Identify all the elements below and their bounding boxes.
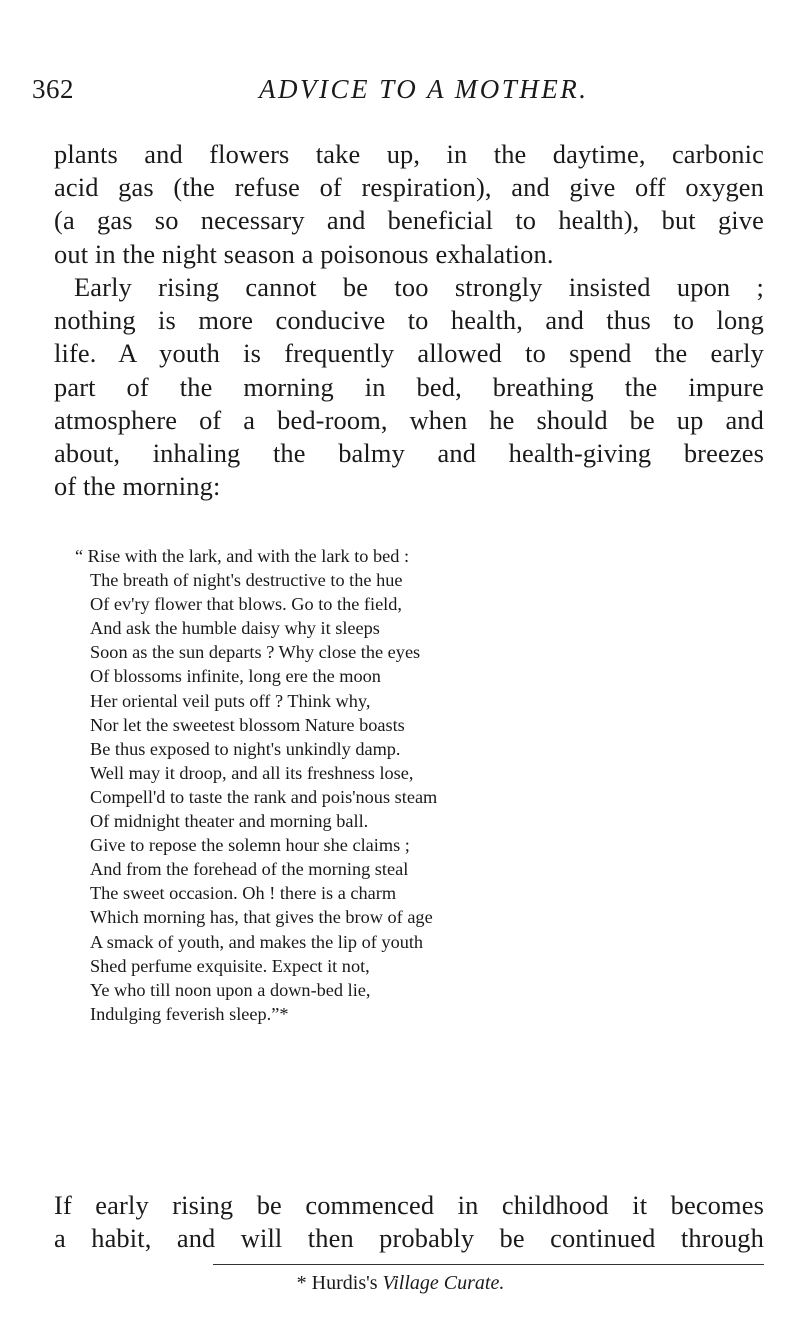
text-line: life. A youth is frequently allowed to spend the early bbox=[54, 338, 764, 369]
text-line: a habit, and will then probably be continued through bbox=[54, 1223, 764, 1254]
text-line: nothing is more conducive to health, and thus to long bbox=[54, 305, 764, 336]
text-line: about, inhaling the balmy and health-giving breezes bbox=[54, 437, 764, 468]
paragraph-plants bbox=[54, 138, 764, 271]
poem-line: Of midnight theater and morning ball. bbox=[90, 811, 369, 832]
poem-line: Nor let the sweetest blossom Nature boasts bbox=[90, 714, 405, 735]
text-line: plants and flowers take up, in the daytime, carbonic bbox=[54, 139, 764, 169]
text-line: If early rising be commenced in childhood it becomes bbox=[54, 1190, 764, 1220]
poem-quotation bbox=[75, 544, 438, 1026]
poem-line: Ye who till noon upon a down-bed lie, bbox=[90, 979, 371, 1000]
poem-line: Be thus exposed to night's unkindly damp. bbox=[90, 738, 401, 759]
text-line: atmosphere of a bed-room, when he should be up and bbox=[54, 404, 764, 435]
poem-line: Soon as the sun departs ? Why close the eyes bbox=[90, 642, 421, 663]
poem-line: A smack of youth, and makes the lip of youth bbox=[90, 931, 424, 952]
poem-line: Which morning has, that gives the brow of age bbox=[90, 907, 433, 928]
footnote-prefix: * Hurdis's bbox=[296, 1272, 383, 1294]
poem-line: Compell'd to taste the rank and pois'nous steam bbox=[90, 786, 438, 807]
footnote-title: Village Curate. bbox=[382, 1272, 505, 1294]
footnote-divider bbox=[213, 1264, 764, 1265]
poem-line: The breath of night's destructive to the hue bbox=[90, 570, 403, 591]
poem-line: Shed perfume exquisite. Expect it not, bbox=[90, 955, 370, 976]
footnote bbox=[0, 1272, 801, 1295]
text-line: (a gas so necessary and beneficial to health), but give bbox=[54, 205, 764, 236]
text-line: Early rising cannot be too strongly insisted upon ; bbox=[74, 272, 764, 302]
page-header bbox=[32, 74, 782, 114]
poem-line: The sweet occasion. Oh ! there is a charm bbox=[90, 883, 397, 904]
paragraph-habit bbox=[54, 1189, 764, 1255]
poem-line: “ Rise with the lark, and with the lark to bed : bbox=[75, 546, 410, 566]
text-line: of the morning: bbox=[54, 471, 221, 502]
text-line: part of the morning in bed, breathing the impure bbox=[54, 371, 764, 402]
text-line: out in the night season a poisonous exhalation. bbox=[54, 238, 554, 269]
poem-line: Her oriental veil puts off ? Think why, bbox=[90, 690, 371, 711]
poem-line: Indulging feverish sleep.”* bbox=[90, 1003, 289, 1024]
text-line: acid gas (the refuse of respiration), and give off oxygen bbox=[54, 172, 764, 203]
paragraph-early-rising bbox=[54, 271, 764, 503]
poem-line: Of ev'ry flower that blows. Go to the field, bbox=[90, 594, 402, 615]
poem-line: Of blossoms infinite, long ere the moon bbox=[90, 666, 381, 687]
poem-line: Give to repose the solemn hour she claims ; bbox=[90, 835, 410, 856]
running-head: ADVICE TO A MOTHER. bbox=[259, 74, 589, 104]
poem-line: And ask the humble daisy why it sleeps bbox=[90, 618, 380, 639]
poem-line: Well may it droop, and all its freshness lose, bbox=[90, 762, 414, 783]
page-number: 362 bbox=[32, 74, 74, 104]
poem-line: And from the forehead of the morning steal bbox=[90, 859, 409, 880]
